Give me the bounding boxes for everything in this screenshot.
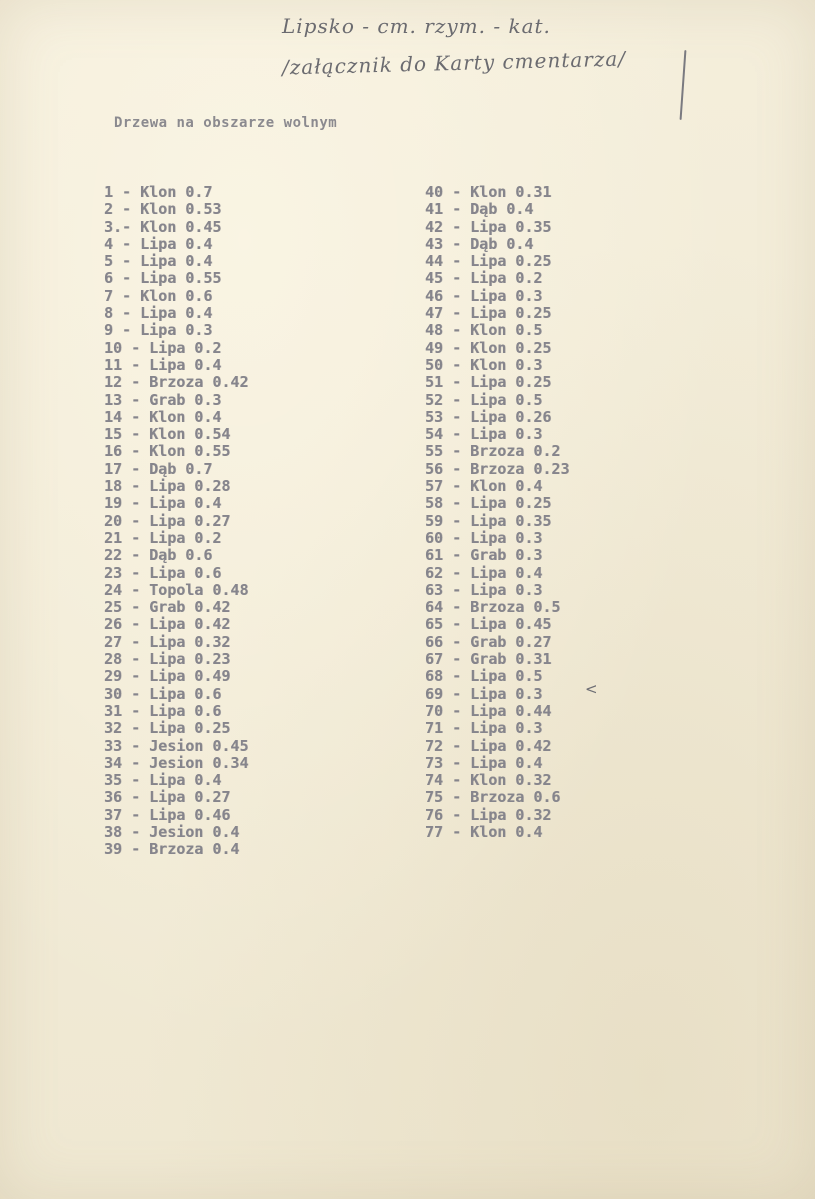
tree-entry: 5 - Lipa 0.4 [104,252,213,271]
tree-entry: 70 - Lipa 0.44 [425,701,552,720]
tree-entry: 77 - Klon 0.4 [425,822,543,841]
tree-entry: 56 - Brzoza 0.23 [425,459,570,478]
tree-entry: 21 - Lipa 0.2 [104,528,222,547]
tree-entry: 46 - Lipa 0.3 [425,286,543,305]
tree-entry: 58 - Lipa 0.25 [425,494,552,513]
tree-entry: 35 - Lipa 0.4 [104,771,222,790]
handwritten-note-line-1: Lipsko - cm. rzym. - kat. [282,14,551,38]
tree-entry: 74 - Klon 0.32 [425,771,552,790]
tree-entry: 53 - Lipa 0.26 [425,407,552,426]
tree-entry: 25 - Grab 0.42 [104,598,231,617]
document-title: Drzewa na obszarze wolnym [114,115,338,131]
tree-entry: 49 - Klon 0.25 [425,338,552,357]
tree-entry: 68 - Lipa 0.5 [425,667,543,686]
tree-entry: 34 - Jesion 0.34 [104,753,249,772]
tree-entry: 23 - Lipa 0.6 [104,563,222,582]
handwritten-note [282,10,702,78]
tree-entry: 45 - Lipa 0.2 [425,269,543,288]
tree-entry: 13 - Grab 0.3 [104,390,222,409]
tree-entry: 8 - Lipa 0.4 [104,304,213,323]
tree-entry: 33 - Jesion 0.45 [104,736,249,755]
tree-entry: 36 - Lipa 0.27 [104,788,231,807]
tree-entry: 73 - Lipa 0.4 [425,753,543,772]
tree-entry: 16 - Klon 0.55 [104,442,231,461]
tree-entry: 44 - Lipa 0.25 [425,252,552,271]
tree-entry: 11 - Lipa 0.4 [104,355,222,374]
tree-entry: 22 - Dąb 0.6 [104,546,213,565]
tree-entry: 2 - Klon 0.53 [104,200,222,219]
tree-entry: 59 - Lipa 0.35 [425,511,552,530]
tree-entry: 40 - Klon 0.31 [425,183,552,201]
tree-entry: 67 - Grab 0.31 [425,650,552,669]
tree-entry: 15 - Klon 0.54 [104,425,231,444]
tree-entry: 63 - Lipa 0.3 [425,580,543,599]
tree-entry: 30 - Lipa 0.6 [104,684,222,703]
tree-entry: 1 - Klon 0.7 [104,183,213,201]
tree-entry: 57 - Klon 0.4 [425,477,543,496]
tree-entry: 41 - Dąb 0.4 [425,200,534,219]
tree-entry: 31 - Lipa 0.6 [104,701,222,720]
tree-entry: 39 - Brzoza 0.4 [104,840,240,859]
tree-entry: 14 - Klon 0.4 [104,407,222,426]
tree-entry: 60 - Lipa 0.3 [425,528,543,547]
tree-entry: 51 - Lipa 0.25 [425,373,552,392]
tree-entry: 28 - Lipa 0.23 [104,650,231,669]
tree-entry: 43 - Dąb 0.4 [425,234,534,253]
tree-entry: 48 - Klon 0.5 [425,321,543,340]
tree-entry: 38 - Jesion 0.4 [104,822,240,841]
tree-entry: 64 - Brzoza 0.5 [425,598,561,617]
tree-entry: 75 - Brzoza 0.6 [425,788,561,807]
tree-entry: 17 - Dąb 0.7 [104,459,213,478]
tree-entry: 72 - Lipa 0.42 [425,736,552,755]
tree-entry: 24 - Topola 0.48 [104,580,249,599]
tree-entry: 18 - Lipa 0.28 [104,477,231,496]
tree-entry: 7 - Klon 0.6 [104,286,213,305]
tree-list-right-column [425,184,570,841]
tree-entry: 65 - Lipa 0.45 [425,615,552,634]
tree-entry: 42 - Lipa 0.35 [425,217,552,236]
tree-entry: 37 - Lipa 0.46 [104,805,231,824]
tree-entry: 76 - Lipa 0.32 [425,805,552,824]
tree-list-left-column [104,184,249,859]
handwritten-note-line-2: /załącznik do Karty cmentarza/ [281,46,627,80]
tree-entry: 9 - Lipa 0.3 [104,321,213,340]
tree-entry: 61 - Grab 0.3 [425,546,543,565]
tree-entry: 71 - Lipa 0.3 [425,719,543,738]
tree-entry: 26 - Lipa 0.42 [104,615,231,634]
tree-entry: 19 - Lipa 0.4 [104,494,222,513]
tree-entry: 32 - Lipa 0.25 [104,719,231,738]
margin-check-mark: < [585,680,598,698]
tree-entry: 50 - Klon 0.3 [425,355,543,374]
tree-entry: 55 - Brzoza 0.2 [425,442,561,461]
tree-entry: 29 - Lipa 0.49 [104,667,231,686]
tree-entry: 62 - Lipa 0.4 [425,563,543,582]
tree-entry: 47 - Lipa 0.25 [425,304,552,323]
tree-entry: 10 - Lipa 0.2 [104,338,222,357]
tree-entry: 12 - Brzoza 0.42 [104,373,249,392]
tree-entry: 52 - Lipa 0.5 [425,390,543,409]
tree-entry: 20 - Lipa 0.27 [104,511,231,530]
tree-entry: 3.- Klon 0.45 [104,217,222,236]
tree-entry: 6 - Lipa 0.55 [104,269,222,288]
tree-entry: 69 - Lipa 0.3 [425,684,543,703]
tree-entry: 27 - Lipa 0.32 [104,632,231,651]
tree-entry: 54 - Lipa 0.3 [425,425,543,444]
tree-entry: 4 - Lipa 0.4 [104,234,213,253]
tree-entry: 66 - Grab 0.27 [425,632,552,651]
